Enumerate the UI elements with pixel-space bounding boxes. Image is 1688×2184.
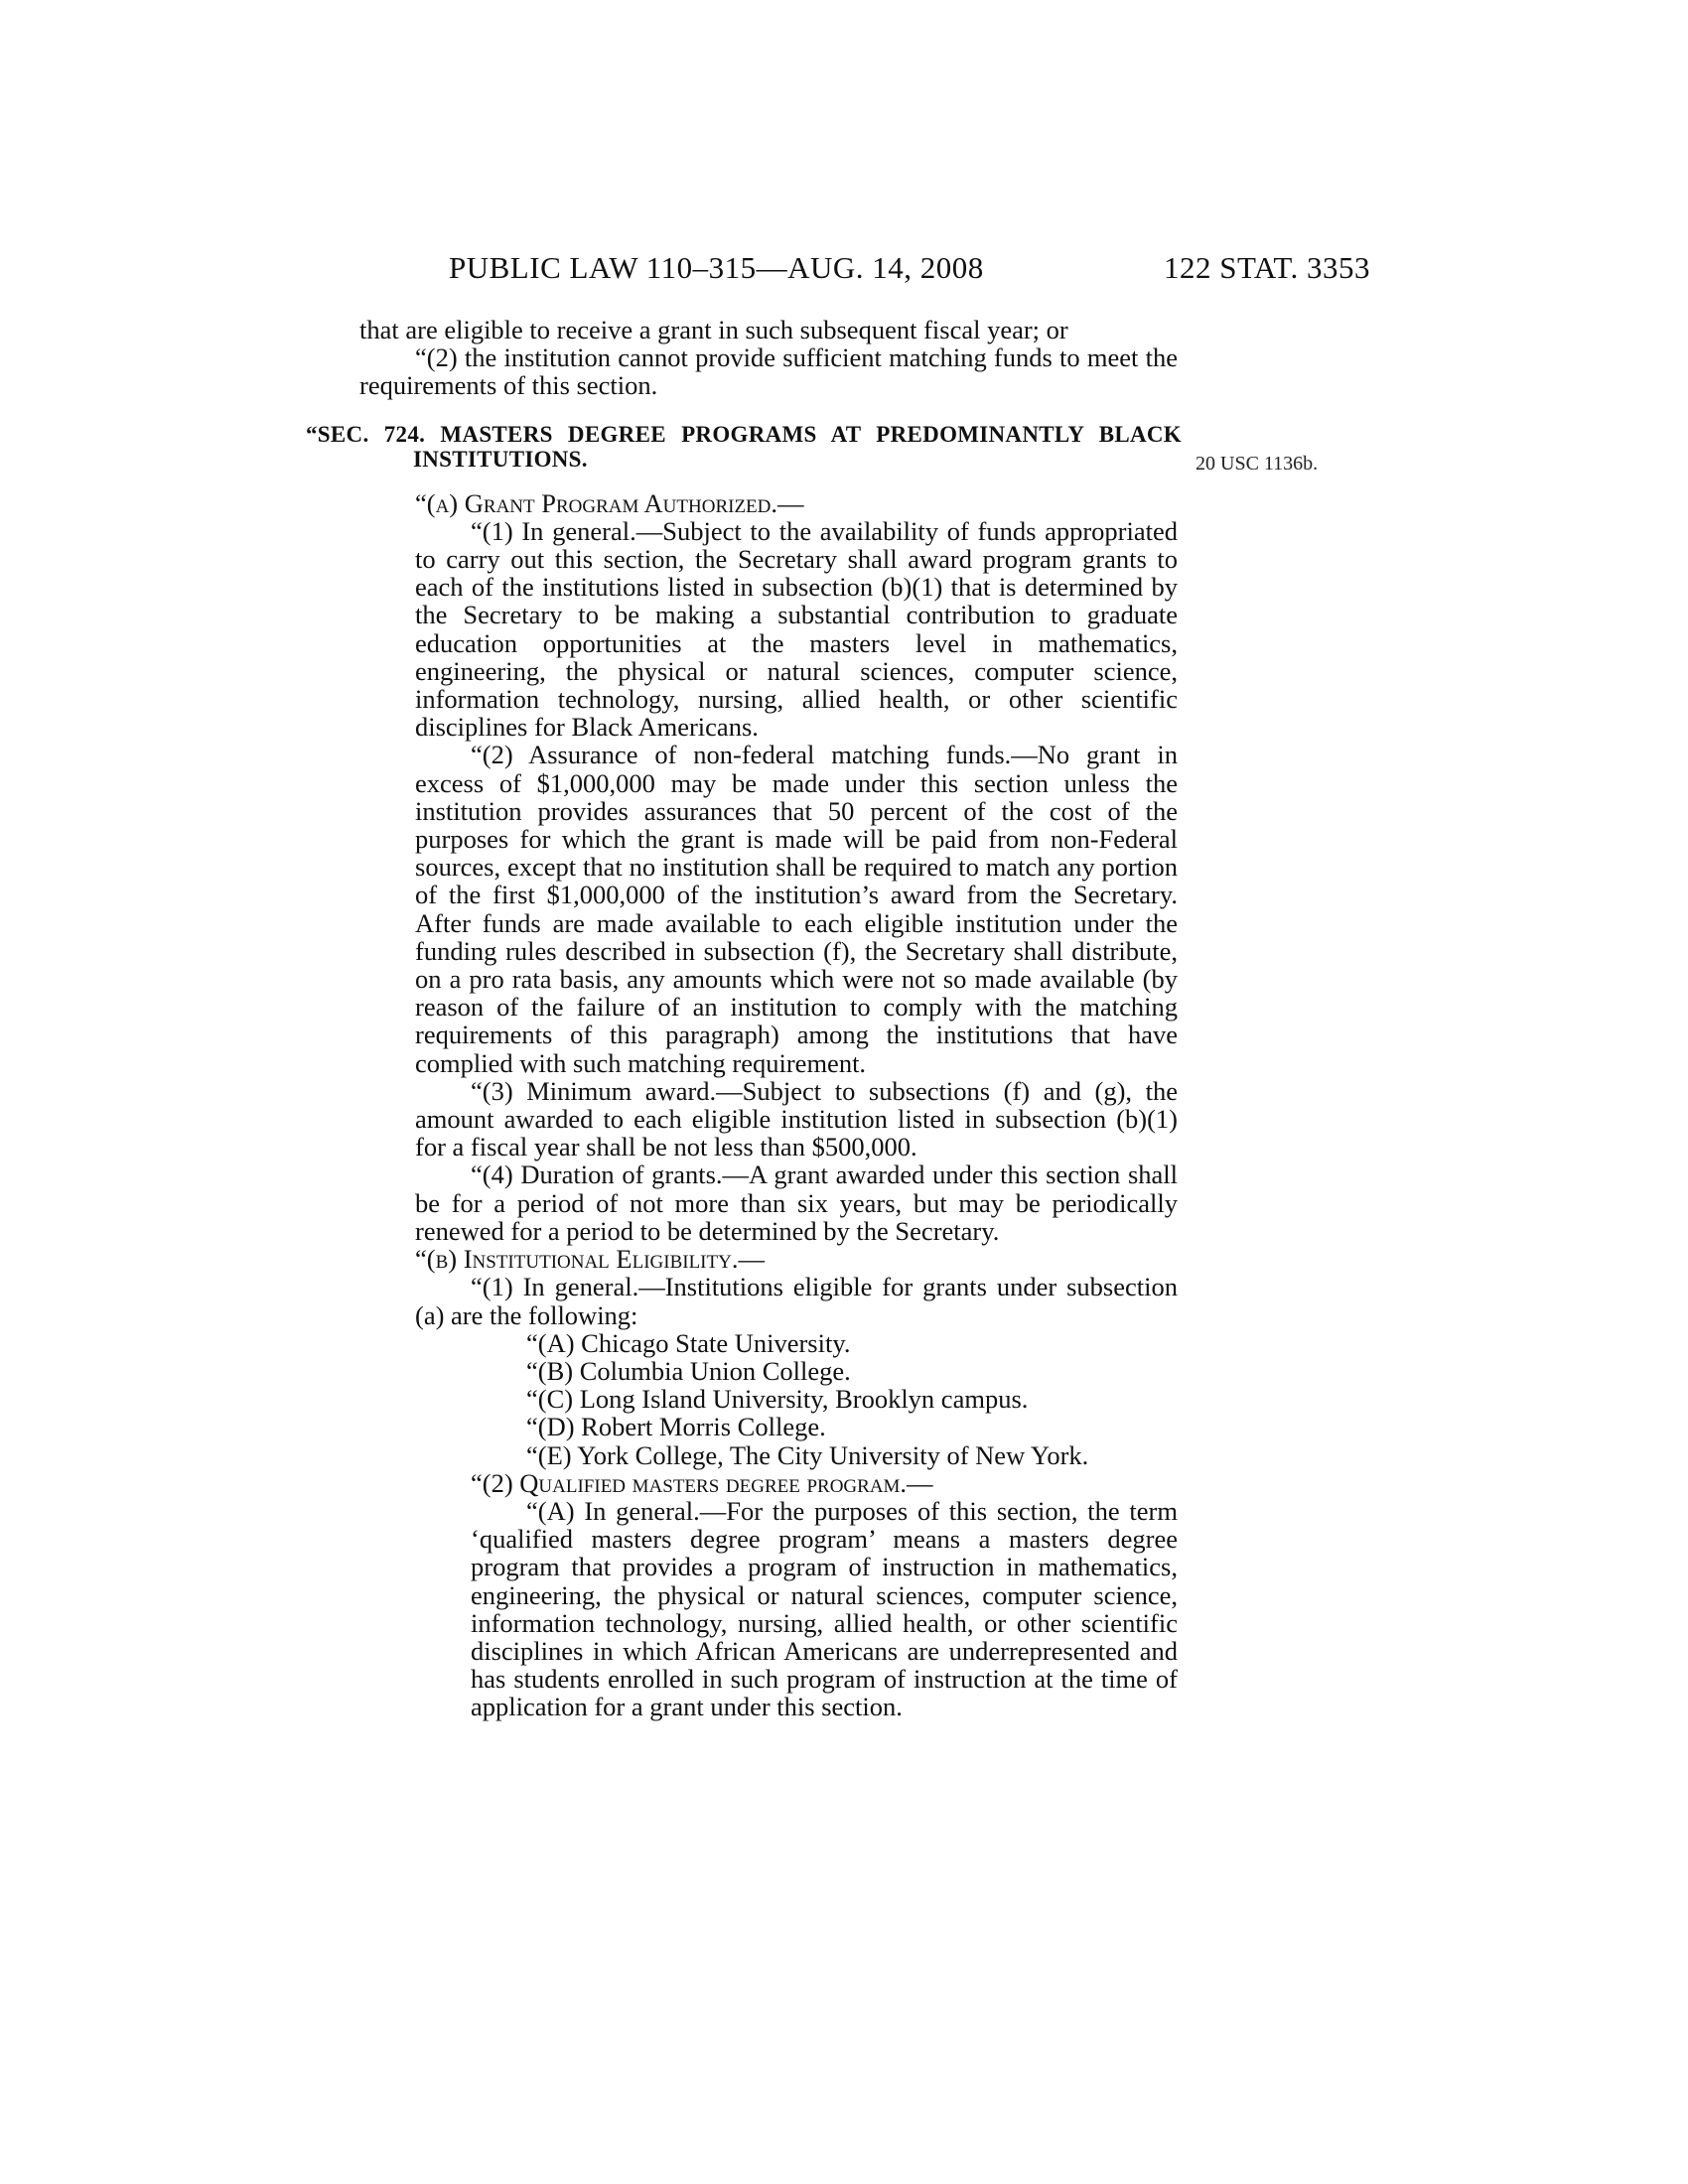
- paragraph-b2a: “(A) In general.—For the purposes of this section, the term ‘qualified masters degree program’ means a masters degree program that provides a program of instruction in mathematics, engineering, the physical or natural sciences, computer science, information technology, nursing, allied health, or other scientific disciplines in which African Americans are underrepresented and has students enrolled in such program of instruction at the time of application for a grant under this section.: [471, 1495, 1178, 1722]
- list-item: “(D) Robert Morris College.: [526, 1412, 826, 1442]
- list-item: “(C) Long Island University, Brooklyn campus.: [526, 1384, 1029, 1415]
- paragraph-b1: “(1) In general.—Institutions eligible for grants under subsection (a) are the following:: [415, 1272, 1178, 1330]
- paragraph-2: “(2) the institution cannot provide sufficient matching funds to meet the requirements of this section.: [359, 342, 1178, 401]
- page-header: [449, 250, 1370, 290]
- eligible-institutions-list: [359, 1329, 1178, 1469]
- list-item: “(E) York College, The City University of New York.: [526, 1439, 1089, 1470]
- subsection-b-heading: “(b) Institutional Eligibility.—: [415, 1244, 765, 1275]
- section-heading: [306, 421, 1182, 472]
- paragraph-a3: “(3) Minimum award.—Subject to subsections (f) and (g), the amount awarded to each eligible institution listed in subsection (b)(1) for a fiscal year shall be not less than $500,000.: [415, 1075, 1178, 1162]
- paragraph-a4: “(4) Duration of grants.—A grant awarded under this section shall be for a period of not more than six years, but may be periodically renewed for a period to be determined by the Secretary.: [415, 1160, 1178, 1246]
- subsection-a-heading: “(a) Grant Program Authorized.—: [415, 487, 804, 518]
- list-item: “(A) Chicago State University.: [526, 1327, 851, 1358]
- paragraph-b2-heading: “(2) Qualified masters degree program.—: [471, 1467, 933, 1498]
- margin-note-usc: 20 USC 1136b.: [1196, 453, 1319, 475]
- paragraph-a2: “(2) Assurance of non-federal matching funds.—No grant in excess of $1,000,000 may be made under this section unless the institution provides assurances that 50 percent of the cost of the purposes for which the grant is made will be paid from non-Federal sources, except that no institution shall be required to match any portion of the first $1,000,000 of the institution’s award from the Secretary. After funds are made available to each eligible institution under the funding rules described in subsection (f), the Secretary shall distribute, on a pro rata basis, any amounts which were not so made available (by reason of the failure of an institution to comply with the matching requirements of this paragraph) among the institutions that have complied with such matching requirement.: [415, 740, 1178, 1078]
- paragraph-continuation: that are eligible to receive a grant in such subsequent fiscal year; or: [359, 315, 1068, 344]
- paragraph-a1: “(1) In general.—Subject to the availability of funds appropriated to carry out this section, the Secretary shall award program grants to each of the institutions listed in subsection (b)(1) that is determined by the Secretary to be making a substantial contribution to graduate education opportunities at the masters level in mathematics, engineering, the physical or natural sciences, computer science, information technology, nursing, allied health, or other scientific disciplines for Black Americans.: [415, 515, 1178, 743]
- list-item: “(B) Columbia Union College.: [526, 1355, 851, 1386]
- section-heading-line2: INSTITUTIONS.: [413, 446, 588, 472]
- header-title: PUBLIC LAW 110–315—AUG. 14, 2008: [449, 250, 984, 285]
- section-heading-line1: “SEC. 724. MASTERS DEGREE PROGRAMS AT PREDOMINANTLY BLACK: [306, 421, 1182, 447]
- header-stat-page: 122 STAT. 3353: [1163, 250, 1370, 285]
- document-body: [306, 315, 1182, 1722]
